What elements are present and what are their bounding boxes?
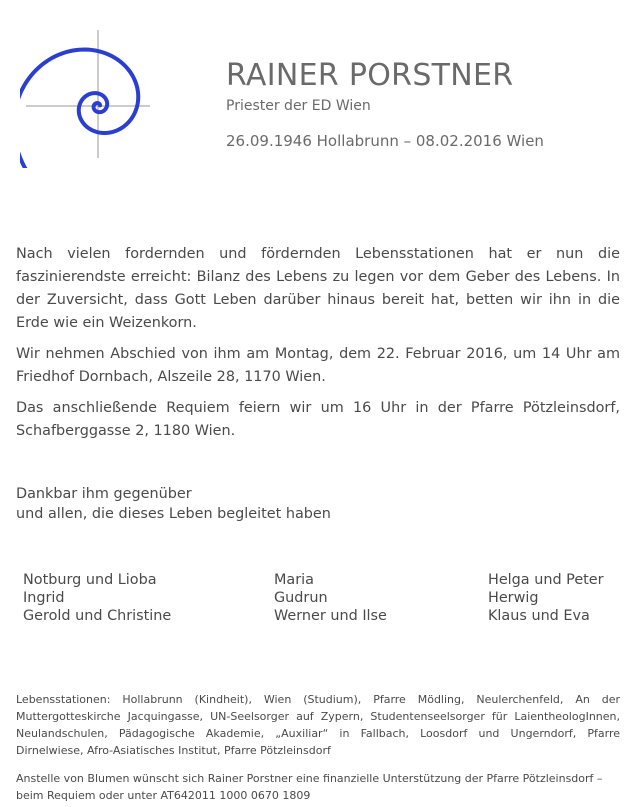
family-column-2 (274, 571, 387, 625)
paragraph-requiem: Das anschließende Requiem feiern wir um 16 Uhr in der Pfarre Pötzleinsdorf, Schafberggasse 2, 1180 Wien. (16, 400, 620, 439)
family-name: Notburg und Lioba (23, 572, 157, 588)
family-name: Helga und Peter (488, 572, 604, 588)
spiral-logo-icon (20, 18, 180, 168)
family-name: Herwig (488, 590, 539, 606)
paragraph-funeral: Wir nehmen Abschied von ihm am Montag, dem 22. Februar 2016, um 14 Uhr am Friedhof Dornbach, Alszeile 28, 1170 Wien. (16, 346, 620, 385)
family-name: Klaus und Eva (488, 608, 590, 624)
family-column-3 (488, 571, 604, 625)
family-name: Gudrun (274, 590, 328, 606)
thanks-line-1: Dankbar ihm gegenüber (16, 486, 192, 502)
deceased-name: RAINER PORSTNER (226, 58, 514, 93)
paragraph-life: Nach vielen fordernden und fördernden Lebensstationen hat er nun die faszinierendste erreicht: Bilanz des Lebens zu legen vor dem Geber des Lebens. In der Zuversicht, dass Gott Leben darüber hinaus bereit hat, betten wir ihn in die Erde wie ein Weizenkorn. (16, 246, 620, 331)
family-column-1 (23, 571, 171, 625)
thanks-block (16, 484, 331, 524)
family-name: Werner und Ilse (274, 608, 387, 624)
deceased-role: Priester der ED Wien (226, 98, 371, 114)
family-name: Maria (274, 572, 314, 588)
life-dates: 26.09.1946 Hollabrunn – 08.02.2016 Wien (226, 132, 544, 150)
obituary-text (16, 243, 620, 451)
donation-note: Anstelle von Blumen wünscht sich Rainer Porstner eine finanzielle Unterstützung der Pfarre Pötzleinsdorf – beim Requiem oder unter AT642011 1000 0670 1809 (16, 772, 603, 802)
family-name: Gerold und Christine (23, 608, 172, 624)
life-stations: Lebensstationen: Hollabrunn (Kindheit), Wien (Studium), Pfarre Mödling, Neulerchenfeld, An der Muttergotteskirche Jacquingasse, UN-Seelsorger auf Zypern, Studentenseelsorger für LaientheologInnen, Neulandschulen, Pädagogische Akademie, „Auxiliar“ in Fallbach, Loosdorf und Ungerndorf, Pfarre Dirnelwiese, Afro-Asiatisches Institut, Pfarre Pötzleinsdorf (16, 693, 620, 757)
family-name: Ingrid (23, 590, 65, 606)
spiral-path (20, 18, 180, 168)
thanks-line-2: und allen, die dieses Leben begleitet haben (16, 506, 331, 522)
